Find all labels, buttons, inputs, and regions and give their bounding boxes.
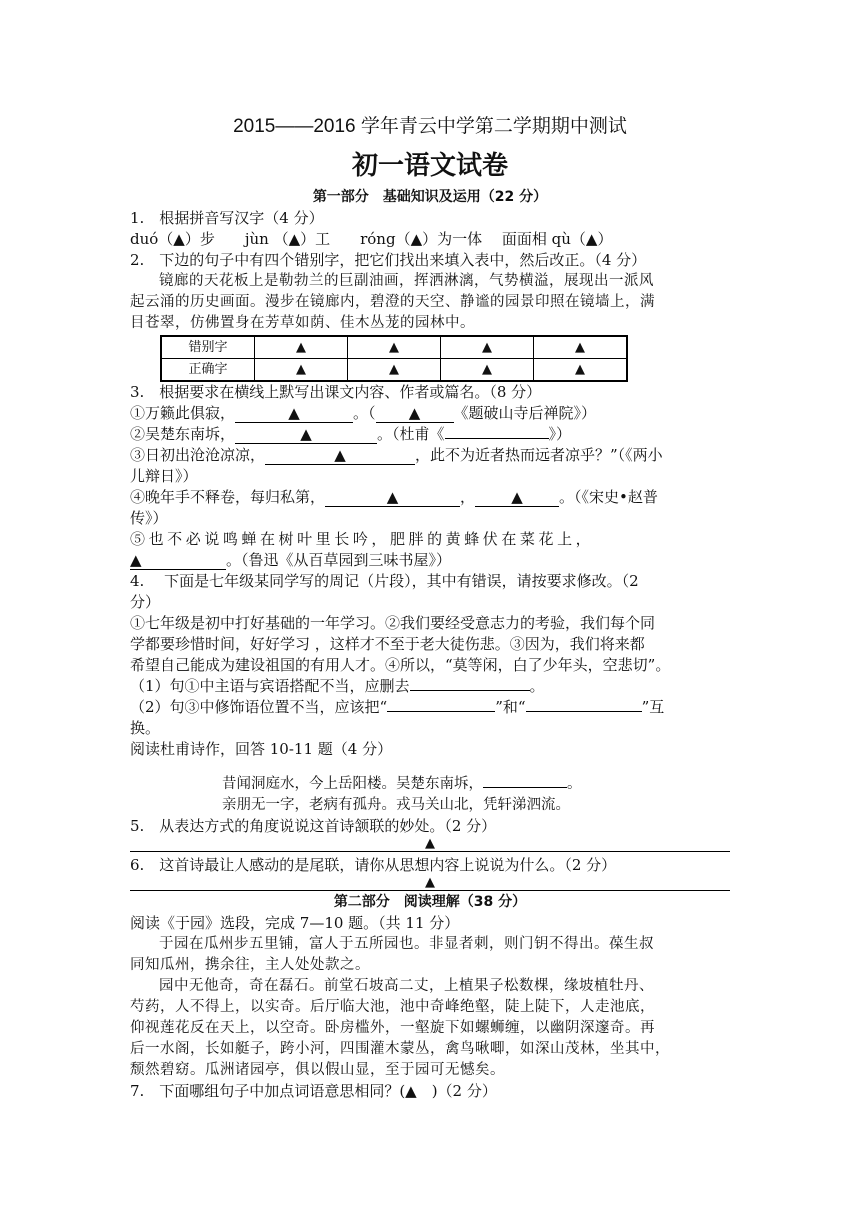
part2-heading: 第二部分 阅读理解（38 分）	[333, 894, 527, 910]
answer-cell[interactable]: ▲	[348, 359, 441, 382]
q3-item-d-cont: 传》）	[130, 509, 168, 527]
answer-mark: ▲	[425, 836, 435, 851]
q3-item-d: ④晚年手不释卷，每归私第， ▲ ， ▲ 。（《宋史•赵普	[130, 488, 658, 506]
poem-line: 昔闻洞庭水，今上岳阳楼。吴楚东南坼， 。	[222, 776, 582, 792]
answer-blank[interactable]: ▲	[130, 552, 226, 570]
answer-blank[interactable]: ▲	[325, 489, 460, 507]
passage-line: 园中无他奇，奇在磊石。前堂石坡高二丈，上植果子松数棵，缘坡植牡丹、	[159, 978, 654, 994]
answer-cell[interactable]: ▲	[441, 359, 534, 382]
q3-item-b: ②吴楚东南坼， ▲ 。（杜甫《 》）	[130, 425, 572, 443]
q2-passage-line: 镜廊的天花板上是勒勃兰的巨副油画，挥洒淋漓，气势横溢，展现出一派风	[159, 273, 654, 289]
answer-cell[interactable]: ▲	[534, 359, 628, 382]
answer-blank[interactable]: ▲	[235, 405, 353, 423]
q1-stem: 1. 根据拼音写汉字（4 分）	[130, 209, 324, 227]
q4-stem: 4. 下面是七年级某同学写的周记（片段），其中有错误，请按要求修改。（2	[130, 572, 639, 590]
answer-blank[interactable]: ▲	[265, 447, 415, 465]
q3-item-a: ①万籁此俱寂， ▲ 。（ ▲ 《题破山寺后禅院》）	[130, 404, 597, 422]
passage-line: 仰视莲花反在天上，以空奇。卧房槛外，一壑旋下如螺蛳缠，以幽阴深邃奇。再	[130, 1020, 655, 1036]
q4-sub2-cont: 换。	[130, 719, 161, 737]
part1-heading: 第一部分 基础知识及运用（22 分）	[312, 189, 548, 205]
answer-cell[interactable]: ▲	[255, 359, 348, 382]
answer-blank[interactable]: ▲	[376, 405, 454, 423]
q1-items: duó（▲）步 jùn （▲）工 róng（▲）为一体 面面相 qù（▲）	[130, 230, 613, 248]
q4-sub2: （2）句③中修饰语位置不当，应该把“ ”和“ ”互	[130, 698, 665, 716]
q3-item-e-cont: ▲ 。（鲁迅《从百草园到三味书屋》）	[130, 551, 452, 569]
q3-stem: 3. 根据要求在横线上默写出课文内容、作者或篇名。（8 分）	[130, 383, 542, 401]
q4-passage-line: 希望自己能成为建设祖国的有用人才。④所以，“莫等闲，白了少年头，空悲切”。	[130, 656, 671, 674]
row-label-correct: 正确字	[161, 359, 255, 382]
q4-sub1: （1）句①中主语与宾语搭配不当，应删去 。	[130, 677, 545, 695]
q3-item-e: ⑤ 也 不 必 说 鸣 蝉 在 树 叶 里 长 吟 ， 肥 胖 的 黄 蜂 伏 在 菜 花 上 ，	[130, 530, 591, 548]
q2-passage-line: 目苍翠，仿佛置身在芳草如荫、佳木丛茏的园林中。	[130, 315, 475, 331]
answer-mark: ▲	[425, 875, 435, 890]
poem-intro: 阅读杜甫诗作，回答 10-11 题（4 分）	[130, 740, 393, 758]
answer-cell[interactable]: ▲	[534, 336, 628, 359]
q3-item-c: ③日初出沧沧凉凉， ▲ ，此不为近者热而远者凉乎？”（《两小	[130, 446, 663, 464]
answer-blank[interactable]: ▲	[475, 489, 559, 507]
q7-stem: 7. 下面哪组句子中加点词语意思相同？(▲ )（2 分）	[130, 1082, 497, 1100]
answer-cell[interactable]: ▲	[441, 336, 534, 359]
exam-subtitle: 初一语文试卷	[351, 151, 508, 181]
q3-item-c-cont: 儿辩日》）	[130, 467, 198, 485]
answer-blank[interactable]	[526, 711, 642, 712]
answer-blank[interactable]: ▲	[235, 426, 377, 444]
passage-line: 同知瓜州，携余往，主人处处款之。	[130, 957, 370, 973]
q2-stem: 2. 下边的句子中有四个错别字，把它们找出来填入表中，然后改正。（4 分）	[130, 251, 647, 269]
part2-intro: 阅读《于园》选段，完成 7—10 题。（共 11 分）	[130, 914, 460, 932]
poem-line: 亲朋无一字，老病有孤舟。戎马关山北，凭轩涕泗流。	[222, 797, 570, 813]
row-label-wrong: 错别字	[161, 336, 255, 359]
correction-table	[160, 335, 628, 382]
q5-stem: 5. 从表达方式的角度说说这首诗颔联的妙处。（2 分）	[130, 817, 497, 835]
passage-line: 后一水阁，长如艇子，跨小河，四围灌木蒙丛，禽鸟啾唧，如深山茂林，坐其中，	[130, 1041, 670, 1057]
passage-line: 颓然碧窈。瓜洲诸园亭，俱以假山显，至于园可无憾矣。	[130, 1062, 505, 1078]
answer-cell[interactable]: ▲	[348, 336, 441, 359]
answer-cell[interactable]: ▲	[255, 336, 348, 359]
exam-content	[130, 112, 730, 1102]
q4-passage-line: 学都要珍惜时间，好好学习 ，这样才不至于老大徒伤悲。③因为，我们将来都	[130, 635, 645, 653]
answer-blank[interactable]	[387, 711, 495, 712]
passage-line: 于园在瓜州步五里铺，富人于五所园也。非显者刺，则门钥不得出。葆生叔	[159, 936, 654, 952]
passage-line: 芍药，人不得上，以实奇。后厅临大池，池中奇峰绝壑，陡上陡下，人走池底，	[130, 999, 655, 1015]
answer-line[interactable]	[130, 851, 730, 852]
exam-title: 2015——2016 学年青云中学第二学期期中测试	[233, 116, 627, 137]
q2-passage-line: 起云涌的历史画面。漫步在镜廊内，碧澄的天空、静谧的园景印照在镜墙上，满	[130, 294, 655, 310]
q6-stem: 6. 这首诗最让人感动的是尾联，请你从思想内容上说说为什么。（2 分）	[130, 856, 617, 874]
answer-blank[interactable]	[410, 690, 530, 691]
answer-blank[interactable]	[483, 787, 567, 788]
q4-stem-cont: 分）	[130, 593, 161, 611]
q4-passage-line: ①七年级是初中打好基础的一年学习。②我们要经受意志力的考验，我们每个同	[130, 614, 656, 632]
answer-blank[interactable]	[445, 438, 549, 439]
